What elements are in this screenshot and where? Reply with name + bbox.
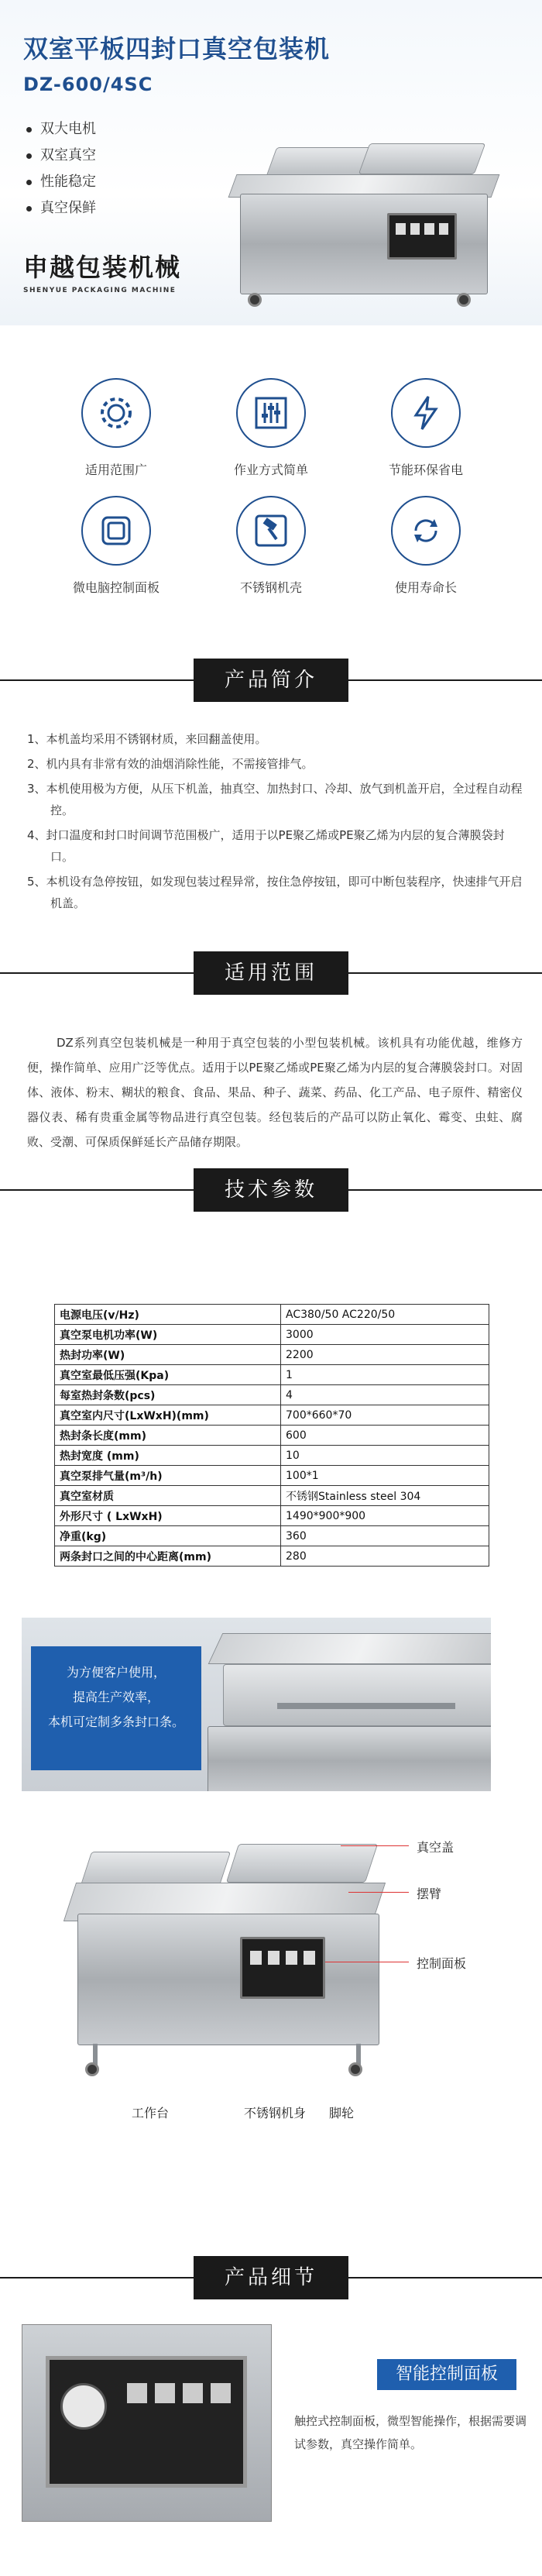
feature-item: 性能稳定 (23, 169, 96, 195)
icon-cell-energy-saving (356, 378, 496, 478)
spec-key: 净重(kg) (55, 1526, 281, 1546)
icon-cell-stainless-shell (201, 496, 341, 596)
part-label-panel: 控制面板 (417, 1956, 467, 1971)
brand-name: 申越包装机械 (23, 253, 182, 282)
intro-item: 4、封口温度和封口时间调节范围极广，适用于以PE聚乙烯或PE聚乙烯为内层的复合薄膜袋封口。 (27, 828, 505, 864)
icon-label: 作业方式简单 (233, 463, 308, 477)
icon-cell-wide-use (46, 378, 186, 478)
product-model: DZ-600/4SC (23, 74, 153, 95)
spec-value: AC380/50 AC220/50 (281, 1305, 489, 1325)
spec-key: 真空泵排气量(m³/h) (55, 1466, 281, 1486)
refresh-icon (391, 496, 461, 566)
section-title: 适用范围 (194, 951, 348, 995)
spec-value: 1 (281, 1365, 489, 1385)
section-header-intro (0, 659, 542, 702)
table-row (55, 1405, 489, 1426)
spec-value: 4 (281, 1385, 489, 1405)
section-header-specs (0, 1168, 542, 1212)
spec-key: 真空室内尺寸(LxWxH)(mm) (55, 1405, 281, 1426)
feature-icons (0, 341, 542, 620)
icon-cell-long-life (356, 496, 496, 596)
note-line: 为方便客户使用， (66, 1665, 166, 1680)
icon-label: 不锈钢机壳 (239, 580, 302, 595)
table-row (55, 1426, 489, 1446)
spec-value: 600 (281, 1426, 489, 1446)
panel-icon (81, 496, 151, 566)
intro-item: 5、本机设有急停按钮，如发现包装过程异常，按住急停按钮，即可中断包装程序，快速排气开启机盖。 (27, 875, 523, 910)
custom-seal-note (31, 1646, 201, 1770)
spec-value: 280 (281, 1546, 489, 1567)
spec-key: 外形尺寸 ( LxWxH) (55, 1506, 281, 1526)
section-header-scope (0, 951, 542, 995)
spec-key: 电源电压(v/Hz) (55, 1305, 281, 1325)
icon-cell-control-panel (46, 496, 186, 596)
table-row (55, 1325, 489, 1345)
hero-banner (0, 0, 542, 325)
spec-key: 真空室最低压强(Kpa) (55, 1365, 281, 1385)
feature-list (23, 116, 96, 222)
part-label-caster: 脚轮 (329, 2106, 355, 2120)
spec-key: 热封宽度 (mm) (55, 1446, 281, 1466)
machine-image (225, 116, 519, 325)
table-row (55, 1466, 489, 1486)
note-line: 提高生产效率， (72, 1690, 160, 1704)
icon-label: 节能环保省电 (388, 463, 463, 477)
spec-value: 360 (281, 1526, 489, 1546)
spec-value: 1490*900*900 (281, 1506, 489, 1526)
table-row (55, 1345, 489, 1365)
table-row (55, 1546, 489, 1567)
hammer-icon (236, 496, 306, 566)
spec-key: 每室热封条数(pcs) (55, 1385, 281, 1405)
scope-text: DZ系列真空包装机械是一种用于真空包装的小型包装机械。该机具有功能优越，维修方便，操作简单、应用广泛等优点。适用于以PE聚乙烯或PE聚乙烯为内层的复合薄膜袋封口。对固体、液体、粉末、糊状的粮食、食品、果品、种子、蔬菜、药品、化工产品、电子原件、精密仪器仪表、稀有贵重金属等物品进行真空包装。经包装后的产品可以防止氧化、霉变、虫蛀、腐败、受潮、可保质保鲜延长产品储存期限。 (27, 1036, 523, 1149)
table-row (55, 1486, 489, 1506)
spec-key: 两条封口之间的中心距离(mm) (55, 1546, 281, 1567)
detail-text: 触控式控制面板，微型智能操作，根据需要调试参数，真空操作简单。 (294, 2414, 527, 2451)
product-title: 双室平板四封口真空包装机 (23, 34, 331, 64)
table-row (55, 1385, 489, 1405)
intro-item: 3、本机使用极为方便，从压下机盖，抽真空、加热封口、冷却、放气到机盖开启，全过程自动程控。 (27, 782, 523, 817)
spec-key: 热封功率(W) (55, 1345, 281, 1365)
spec-value: 100*1 (281, 1466, 489, 1486)
part-label-lid: 真空盖 (417, 1840, 455, 1855)
brand-name-en: SHENYUE PACKAGING MACHINE (23, 287, 177, 294)
parts-diagram-machine (62, 1836, 395, 2092)
section-title: 产品简介 (194, 659, 348, 702)
intro-item: 2、机内具有非常有效的油烟消除性能，不需接管排气。 (27, 757, 314, 771)
section-title: 技术参数 (194, 1168, 348, 1212)
note-line: 本机可定制多条封口条。 (47, 1714, 184, 1729)
feature-item: 双大电机 (23, 116, 96, 143)
spec-key: 真空泵电机功率(W) (55, 1325, 281, 1345)
intro-list (27, 728, 523, 917)
gear-icon (81, 378, 151, 448)
spec-key: 真空室材质 (55, 1486, 281, 1506)
spec-key: 热封条长度(mm) (55, 1426, 281, 1446)
table-row (55, 1446, 489, 1466)
spec-table (54, 1304, 489, 1567)
part-label-table: 工作台 (132, 2106, 170, 2120)
spec-value: 700*660*70 (281, 1405, 489, 1426)
table-row (55, 1526, 489, 1546)
icon-cell-easy-operation (201, 378, 341, 478)
section-title: 产品细节 (194, 2256, 348, 2299)
table-row (55, 1365, 489, 1385)
leader-line (341, 1845, 409, 1846)
icon-label: 适用范围广 (84, 463, 147, 477)
lightning-icon (391, 378, 461, 448)
icon-label: 微电脑控制面板 (72, 580, 160, 595)
control-panel-photo (22, 2324, 272, 2522)
brand-logo (23, 248, 181, 294)
spec-value: 不锈钢Stainless steel 304 (281, 1486, 489, 1506)
feature-item: 真空保鲜 (23, 195, 96, 222)
detail-title: 智能控制面板 (377, 2359, 516, 2390)
spec-value: 3000 (281, 1325, 489, 1345)
section-header-detail (0, 2256, 542, 2299)
table-row (55, 1506, 489, 1526)
leader-line (348, 1892, 409, 1893)
table-row (55, 1305, 489, 1325)
feature-item: 双室真空 (23, 143, 96, 169)
spec-value: 10 (281, 1446, 489, 1466)
part-label-arm: 摆臂 (417, 1886, 442, 1901)
sliders-icon (236, 378, 306, 448)
intro-item: 1、本机盖均采用不锈钢材质，来回翻盖使用。 (27, 732, 267, 746)
part-label-body: 不锈钢机身 (244, 2106, 307, 2120)
icon-label: 使用寿命长 (394, 580, 457, 595)
spec-value: 2200 (281, 1345, 489, 1365)
